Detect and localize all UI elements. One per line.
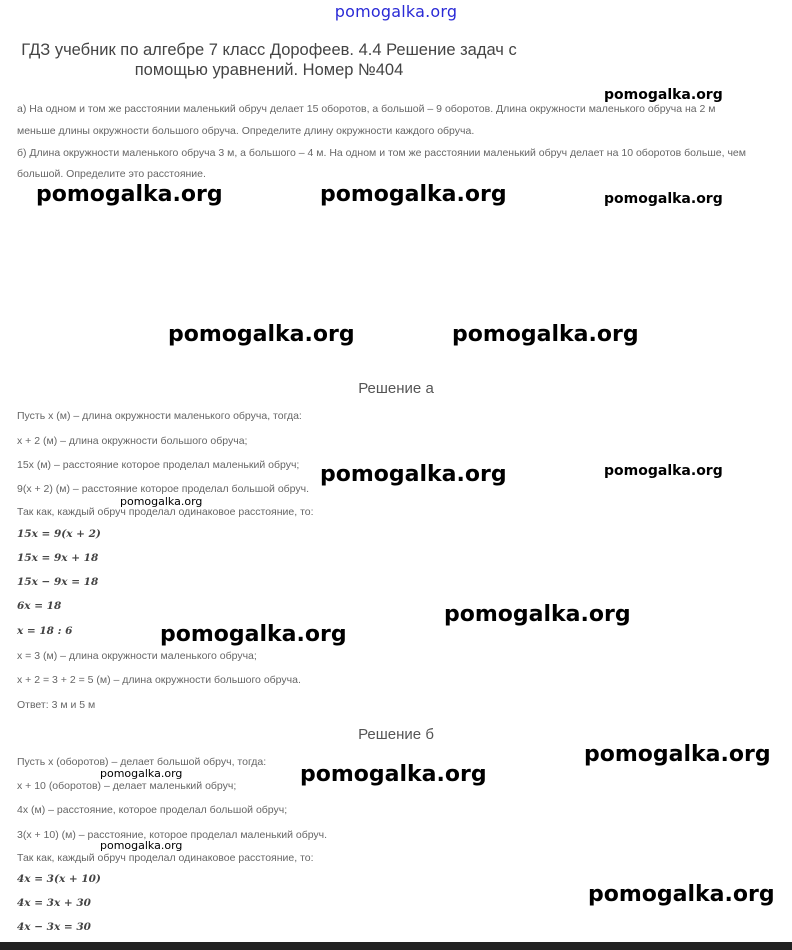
solution-a-equation: 15x = 9x + 18 — [17, 552, 99, 564]
solution-a-line: x = 3 (м) – длина окружности маленького обруча; — [17, 650, 257, 662]
watermark: pomogalka.org — [604, 87, 723, 103]
bottom-bar — [0, 942, 792, 950]
task-a-line-1: а) На одном и том же расстоянии маленький обруч делает 15 оборотов, а большой – 9 оборотов. Длина окружности маленького обруча на 2 м — [17, 103, 716, 115]
watermark: pomogalka.org — [444, 602, 631, 627]
solution-a-line: 15x (м) – расстояние которое проделал маленький обруч; — [17, 459, 300, 471]
solution-b-equation: 4x − 3x = 30 — [17, 921, 91, 933]
watermark: pomogalka.org — [604, 191, 723, 207]
solution-b-line: x + 10 (оборотов) – делает маленький обруч; — [17, 780, 237, 792]
solution-a-heading: Решение а — [358, 380, 434, 397]
solution-a-line: Пусть x (м) – длина окружности маленького обруча, тогда: — [17, 410, 302, 422]
solution-b-heading: Решение б — [358, 726, 434, 743]
solution-a-line: x + 2 (м) – длина окружности большого обруча; — [17, 435, 248, 447]
solution-a-equation: x = 18 : 6 — [17, 625, 73, 637]
site-logo-top[interactable]: pomogalka.org — [334, 2, 458, 21]
task-a-line-2: меньше длины окружности большого обруча. Определите длину окружности каждого обруча. — [17, 125, 475, 137]
watermark: pomogalka.org — [160, 622, 347, 647]
watermark: pomogalka.org — [320, 462, 507, 487]
solution-b-equation: 4x = 3(x + 10) — [17, 873, 101, 885]
solution-b-equation: 4x = 3x + 30 — [17, 897, 91, 909]
watermark: pomogalka.org — [320, 182, 507, 207]
solution-a-answer: Ответ: 3 м и 5 м — [17, 699, 96, 711]
watermark: pomogalka.org — [36, 182, 223, 207]
task-b-line-1: б) Длина окружности маленького обруча 3 м, а большого – 4 м. На одном и том же расстоянии маленький обруч делает на 10 оборотов больше, чем — [17, 147, 746, 159]
watermark: pomogalka.org — [100, 839, 183, 852]
solution-b-line: 3(x + 10) (м) – расстояние, которое проделал маленький обруч. — [17, 829, 328, 841]
task-b-line-2: большой. Определите это расстояние. — [17, 168, 206, 180]
solution-a-equation: 15x = 9(x + 2) — [17, 528, 101, 540]
solution-b-line: 4x (м) – расстояние, которое проделал большой обруч; — [17, 804, 288, 816]
watermark: pomogalka.org — [452, 322, 639, 347]
solution-a-equation: 6x = 18 — [17, 600, 62, 612]
watermark: pomogalka.org — [604, 463, 723, 479]
page-title: ГДЗ учебник по алгебре 7 класс Дорофеев. 4.4 Решение задач с помощью уравнений. Номер №404 — [21, 41, 517, 79]
solution-a-equation: 15x − 9x = 18 — [17, 576, 99, 588]
solution-b-line: Так как, каждый обруч проделал одинаковое расстояние, то: — [17, 852, 314, 864]
watermark: pomogalka.org — [300, 762, 487, 787]
watermark: pomogalka.org — [120, 495, 203, 508]
watermark: pomogalka.org — [588, 882, 775, 907]
solution-a-line: Так как, каждый обруч проделал одинаковое расстояние, то: — [17, 506, 314, 518]
watermark: pomogalka.org — [584, 742, 771, 767]
watermark: pomogalka.org — [100, 767, 183, 780]
solution-b-line: Пусть x (оборотов) – делает большой обруч, тогда: — [17, 756, 267, 768]
watermark: pomogalka.org — [168, 322, 355, 347]
solution-a-line: 9(x + 2) (м) – расстояние которое проделал большой обруч. — [17, 483, 310, 495]
solution-a-line: x + 2 = 3 + 2 = 5 (м) – длина окружности большого обруча. — [17, 674, 301, 686]
